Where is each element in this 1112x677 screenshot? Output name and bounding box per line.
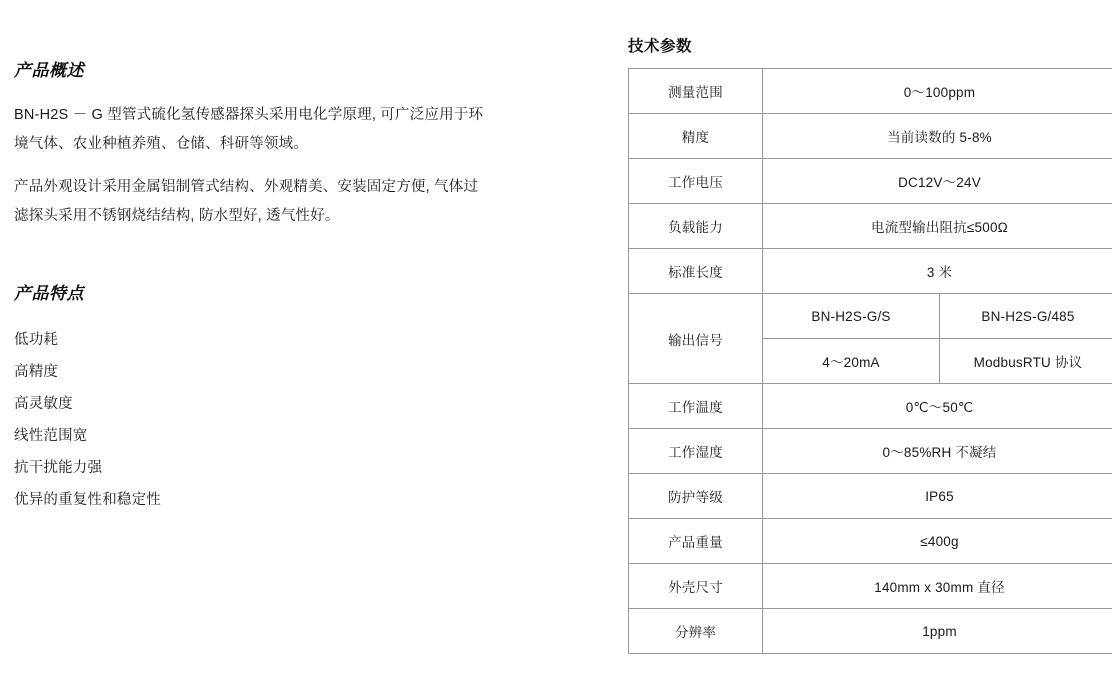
spec-value: 140mm x 30mm 直径 xyxy=(763,564,1112,609)
overview-title: 产品概述 xyxy=(14,61,84,80)
table-row xyxy=(629,204,1112,249)
output-signal-model-left: BN-H2S-G/S xyxy=(763,294,940,339)
spec-label: 外壳尺寸 xyxy=(629,564,763,609)
right-column xyxy=(628,34,1098,654)
table-row xyxy=(629,159,1112,204)
spec-label: 工作湿度 xyxy=(629,429,763,474)
output-signal-value-left: 4～20mA xyxy=(763,339,940,384)
features-title: 产品特点 xyxy=(14,284,84,303)
overview-paragraph-2: 产品外观设计采用金属铝制管式结构、外观精美、安装固定方便, 气体过滤探头采用不锈钢烧结结构, 防水型好, 透气性好。 xyxy=(14,179,479,224)
table-row xyxy=(629,474,1112,519)
spec-label: 分辨率 xyxy=(629,609,763,654)
spec-value: 电流型输出阻抗≤500Ω xyxy=(763,204,1112,249)
table-row xyxy=(629,114,1112,159)
table-row-output-signal-models xyxy=(629,294,1112,339)
spec-label: 工作电压 xyxy=(629,159,763,204)
list-item: 线性范围宽 xyxy=(14,428,88,444)
spec-label: 防护等级 xyxy=(629,474,763,519)
table-row xyxy=(629,69,1112,114)
spec-value: 0～100ppm xyxy=(763,69,1112,114)
list-item: 优异的重复性和稳定性 xyxy=(14,492,161,508)
specs-table xyxy=(628,68,1112,654)
spec-value: 0℃～50℃ xyxy=(763,384,1112,429)
spec-label: 负载能力 xyxy=(629,204,763,249)
table-row xyxy=(629,609,1112,654)
spec-label: 工作温度 xyxy=(629,384,763,429)
table-row xyxy=(629,384,1112,429)
spec-label: 精度 xyxy=(629,114,763,159)
list-item: 高精度 xyxy=(14,364,59,380)
spec-value: 当前读数的 5-8% xyxy=(763,114,1112,159)
spec-label: 标准长度 xyxy=(629,249,763,294)
spec-label-output-signal: 输出信号 xyxy=(629,294,763,384)
output-signal-model-right: BN-H2S-G/485 xyxy=(940,294,1112,339)
spec-value: 1ppm xyxy=(763,609,1112,654)
list-item: 高灵敏度 xyxy=(14,396,73,412)
table-row xyxy=(629,429,1112,474)
specs-title: 技术参数 xyxy=(628,38,693,55)
output-signal-value-right: ModbusRTU 协议 xyxy=(940,339,1112,384)
features-list xyxy=(14,324,574,516)
spec-value: IP65 xyxy=(763,474,1112,519)
table-row xyxy=(629,519,1112,564)
section-spacer xyxy=(14,245,574,279)
overview-paragraph-1: BN-H2S － G 型管式硫化氢传感器探头采用电化学原理, 可广泛应用于环境气体、农业种植养殖、仓储、科研等领域。 xyxy=(14,107,484,152)
spec-label: 产品重量 xyxy=(629,519,763,564)
spec-value: ≤400g xyxy=(763,519,1112,564)
left-column xyxy=(14,56,574,516)
table-row xyxy=(629,564,1112,609)
spec-value: 3 米 xyxy=(763,249,1112,294)
table-row xyxy=(629,249,1112,294)
list-item: 抗干扰能力强 xyxy=(14,460,103,476)
list-item: 低功耗 xyxy=(14,332,59,348)
spec-label: 测量范围 xyxy=(629,69,763,114)
spec-value: 0～85%RH 不凝结 xyxy=(763,429,1112,474)
spec-value: DC12V～24V xyxy=(763,159,1112,204)
